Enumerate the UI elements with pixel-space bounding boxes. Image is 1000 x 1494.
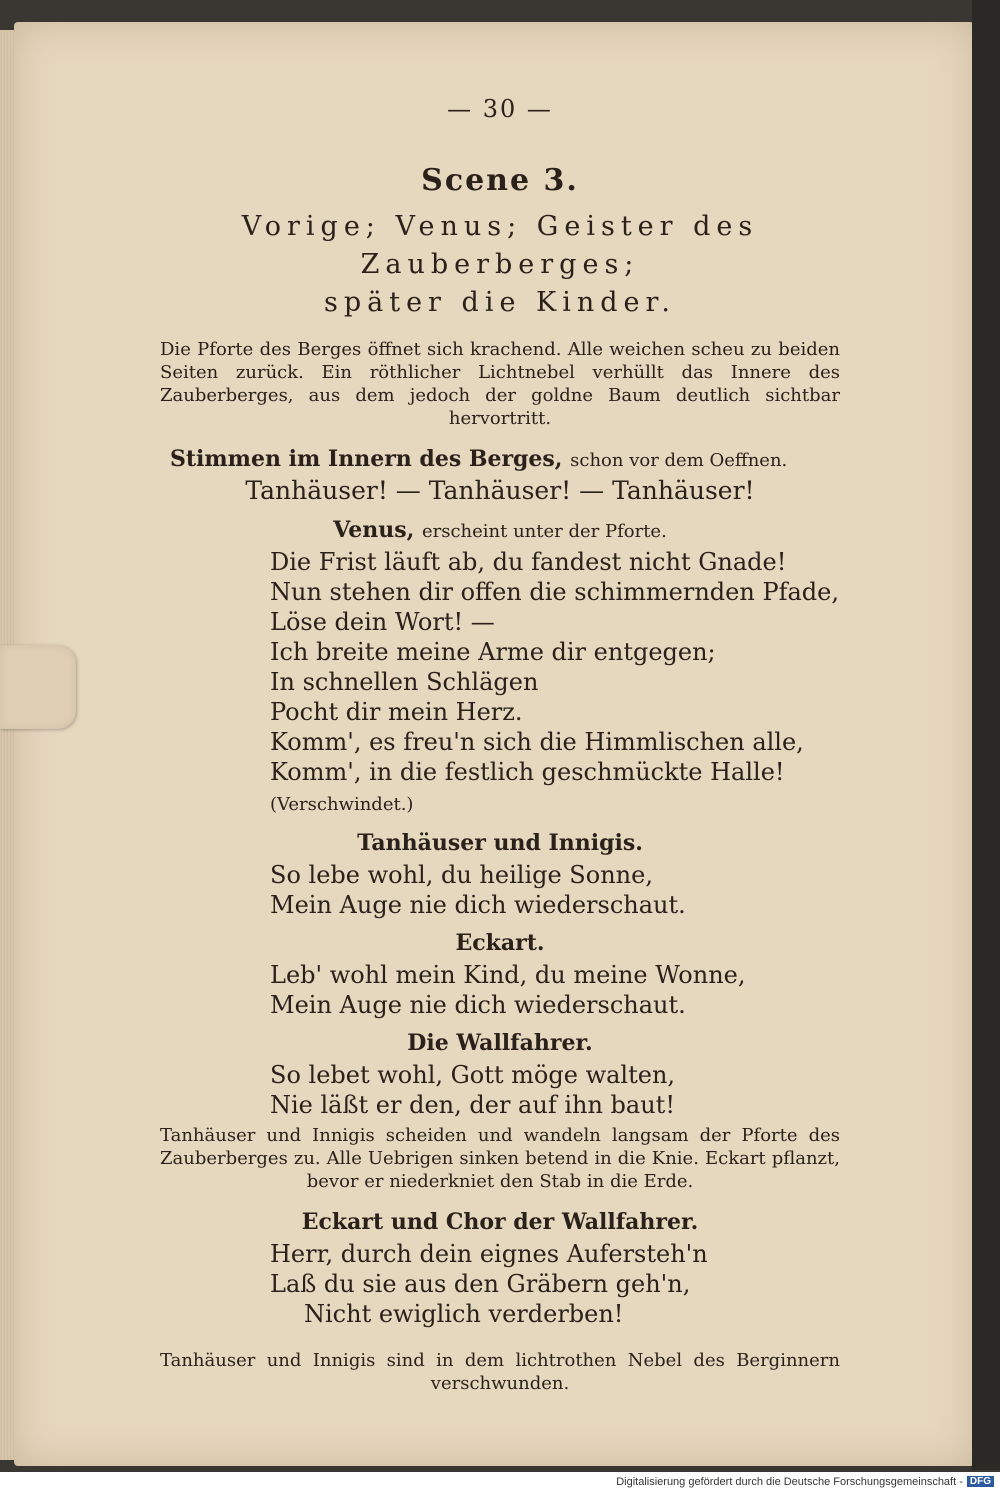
verse-line: Nun stehen dir offen die schimmernden Pfade, xyxy=(270,578,839,606)
cast-list xyxy=(160,208,840,322)
stage-direction: Tanhäuser und Innigis scheiden und wandeln langsam der Pforte des Zauberberges zu. Alle Uebrigen sinken betend in die Knie. Eckart pflanzt, bevor er niederkniet den Stab in die Erde. xyxy=(160,1125,840,1192)
speaker-heading: Eckart und Chor der Wallfahrer. xyxy=(301,1209,699,1235)
verse-line: Herr, durch dein eignes Aufersteh'n xyxy=(270,1240,708,1268)
speaker-heading: Tanhäuser und Innigis. xyxy=(357,830,643,856)
verse-line: Löse dein Wort! — xyxy=(270,608,495,636)
cast-line: später die Kinder. xyxy=(323,287,676,318)
verse-line: Nicht ewiglich verderben! xyxy=(304,1300,624,1328)
speaker-heading: Eckart. xyxy=(455,930,545,956)
speaker-name: Venus, xyxy=(333,517,415,543)
speaker-note: erscheint unter der Pforte. xyxy=(421,521,667,542)
footer-text: Digitalisierung gefördert durch die Deutsche Forschungsgemeinschaft - xyxy=(616,1476,963,1488)
verse-line: So lebe wohl, du heilige Sonne, xyxy=(270,861,653,889)
dfg-logo-icon: DFG xyxy=(967,1476,994,1487)
verse-line: Leb' wohl mein Kind, du meine Wonne, xyxy=(270,961,746,989)
speaker-name: Stimmen im Innern des Berges, xyxy=(170,446,563,472)
verse-block xyxy=(270,1060,840,1120)
scan-border xyxy=(972,0,1000,1470)
stage-direction: Tanhäuser und Innigis sind in dem lichtrothen Nebel des Berginnern verschwunden. xyxy=(160,1350,840,1394)
verse-line: Nie läßt er den, der auf ihn baut! xyxy=(270,1091,675,1119)
speaker-heading xyxy=(170,446,840,472)
verse-line: Die Frist läuft ab, du fandest nicht Gnade! xyxy=(270,548,787,576)
verse-line: Mein Auge nie dich wiederschaut. xyxy=(270,991,686,1019)
verse-line: So lebet wohl, Gott möge walten, xyxy=(270,1061,676,1089)
verse-line: Laß du sie aus den Gräbern geh'n, xyxy=(270,1270,691,1298)
scene-title: Scene 3. xyxy=(421,163,579,198)
speaker-heading xyxy=(160,517,840,543)
verse-line: Tanhäuser! — Tanhäuser! — Tanhäuser! xyxy=(245,476,755,505)
page-clip xyxy=(0,645,76,729)
page-number: — 30 — xyxy=(447,95,553,123)
verse-line: Ich breite meine Arme dir entgegen; xyxy=(270,638,716,666)
verse-line: Pocht dir mein Herz. xyxy=(270,698,523,726)
speaker-note: schon vor dem Oeffnen. xyxy=(570,450,788,471)
verse-line: Komm', es freu'n sich die Himmlischen alle, xyxy=(270,728,804,756)
stage-note: (Verschwindet.) xyxy=(270,794,414,815)
cast-line: Vorige; Venus; Geister des Zauberberges; xyxy=(241,211,759,280)
verse-block xyxy=(270,860,840,920)
verse-line-with-note xyxy=(270,757,840,820)
page-content xyxy=(160,95,840,1411)
verse-block xyxy=(270,1239,840,1329)
stage-direction: Die Pforte des Berges öffnet sich krachend. Alle weichen scheu zu beiden Seiten zurück. Ein röthlicher Lichtnebel verhüllt das Innere des Zauberberges, aus dem jedoch der goldne Baum deutlich sichtbar hervortritt. xyxy=(160,339,840,429)
speaker-heading: Die Wallfahrer. xyxy=(407,1030,593,1056)
verse-block xyxy=(270,960,840,1020)
verse-block xyxy=(270,547,840,820)
verse-line: Mein Auge nie dich wiederschaut. xyxy=(270,891,686,919)
verse-text: Komm', in die festlich geschmückte Halle! xyxy=(270,758,785,786)
digitization-footer xyxy=(0,1472,1000,1494)
verse-line: In schnellen Schlägen xyxy=(270,668,539,696)
